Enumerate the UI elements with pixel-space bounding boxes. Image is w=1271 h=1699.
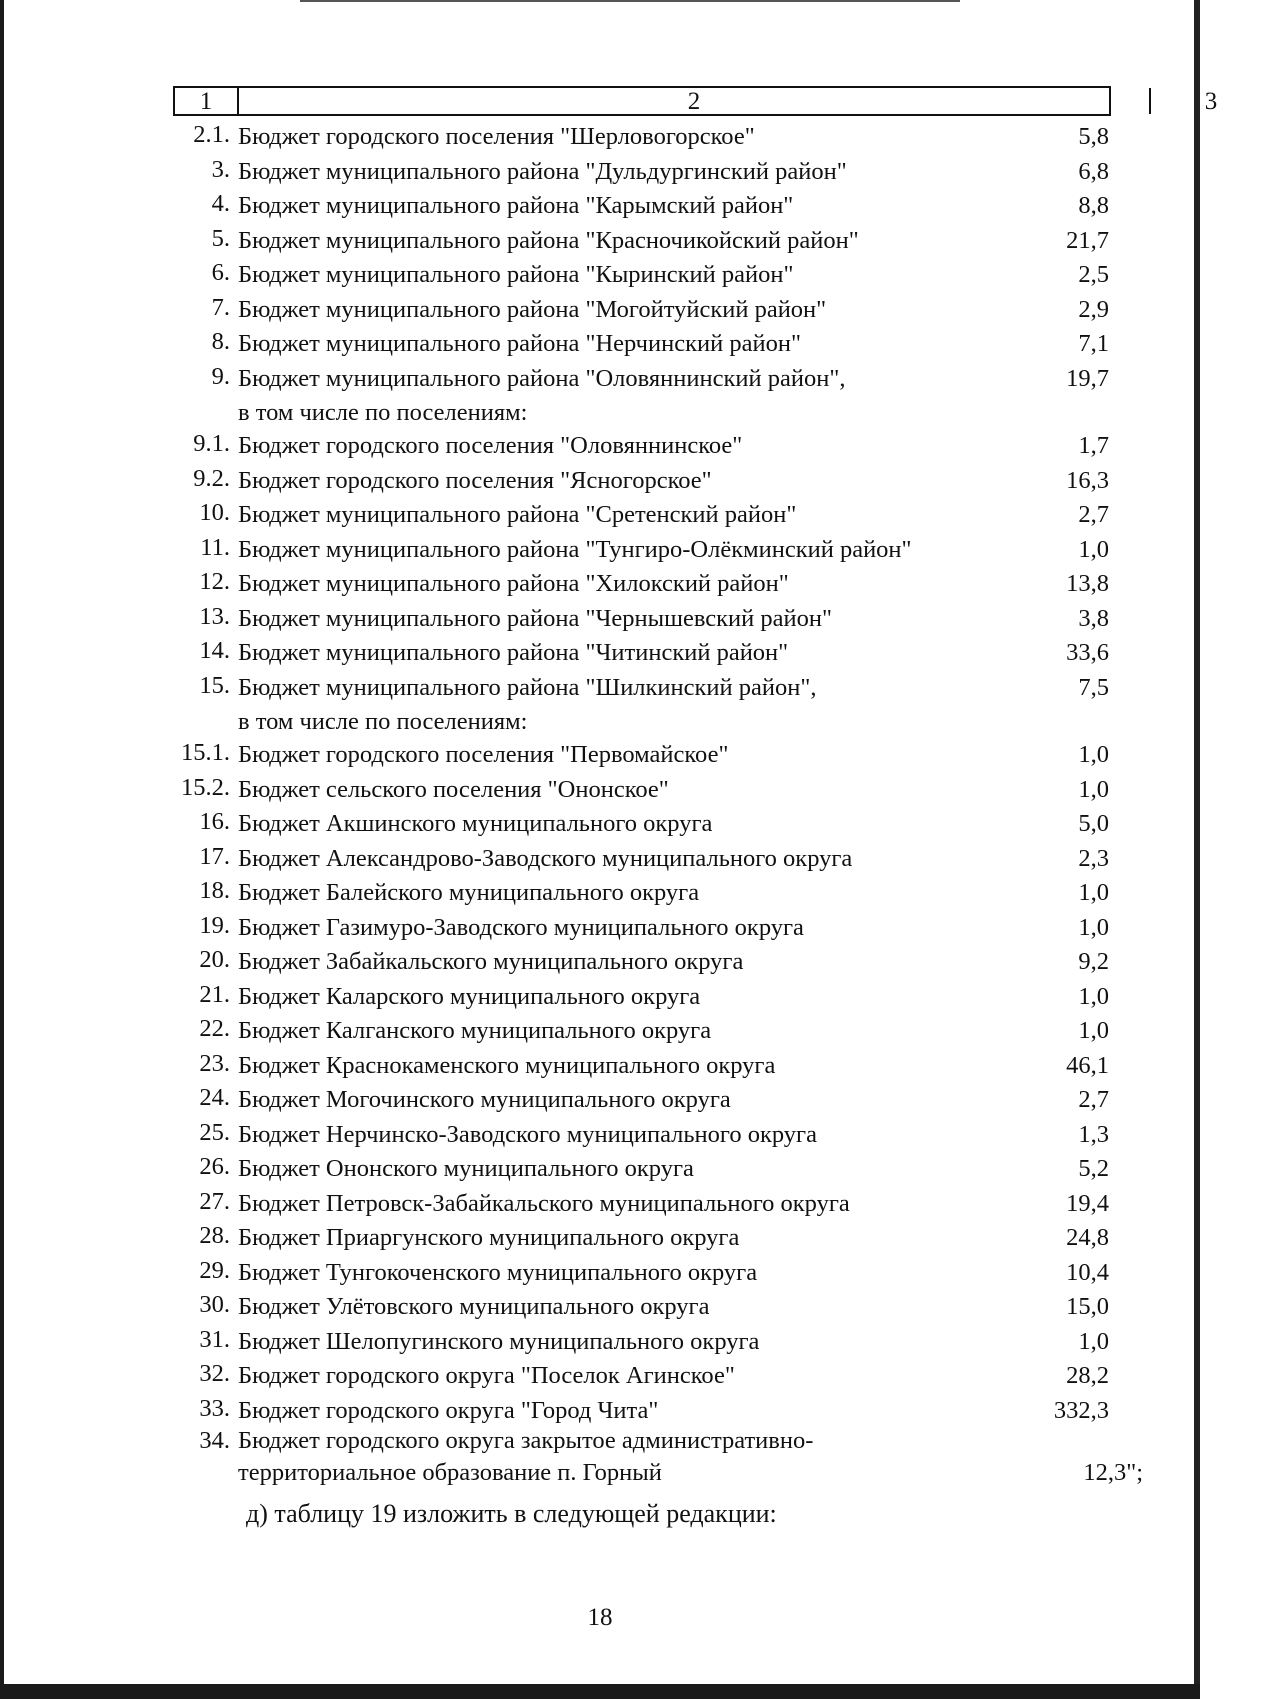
row-value: 6,8 [1078, 157, 1109, 185]
last-row-number: 34. [199, 1427, 230, 1454]
table-row [0, 945, 1200, 980]
table-row [0, 1187, 1200, 1222]
row-number: 15. [199, 671, 230, 699]
row-value: 46,1 [1066, 1051, 1109, 1079]
row-text: Бюджет Тунгокоченского муниципального округа [238, 1258, 758, 1286]
row-text: Бюджет Приаргунского муниципального округа [238, 1224, 740, 1251]
row-text: Бюджет городского округа "Город Чита" [238, 1396, 659, 1424]
page-number: 18 [587, 1604, 613, 1631]
row-value: 2,3 [1078, 844, 1109, 872]
table-row [0, 1152, 1200, 1187]
row-value: 10,4 [1066, 1258, 1109, 1286]
row-text: Бюджет сельского поселения "Ононское" [238, 775, 669, 803]
row-number: 15.2. [181, 773, 230, 801]
row-value: 19,4 [1066, 1189, 1109, 1217]
table-row [0, 362, 1200, 397]
row-value: 5,2 [1078, 1155, 1109, 1182]
row-text: в том числе по поселениям: [238, 399, 528, 426]
row-text: Бюджет муниципального района "Красночикойский район" [238, 226, 859, 254]
table-row [0, 671, 1200, 706]
row-text: Бюджет Ононского муниципального округа [238, 1155, 694, 1182]
row-text: Бюджет муниципального района "Оловяннинский район", [238, 364, 846, 392]
row-value: 2,5 [1078, 261, 1109, 288]
row-value: 21,7 [1066, 226, 1109, 254]
table-row [0, 189, 1200, 224]
table-row [0, 1049, 1200, 1084]
row-value: 33,6 [1066, 639, 1109, 666]
row-text: Бюджет муниципального района "Кыринский район" [238, 261, 794, 288]
row-text: Бюджет Улётовского муниципального округа [238, 1293, 710, 1320]
row-text: Бюджет муниципального района "Карымский район" [238, 192, 794, 219]
row-value: 19,7 [1066, 364, 1109, 392]
row-text: Бюджет Петровск-Забайкальского муниципального округа [238, 1189, 850, 1217]
table-row [0, 464, 1200, 499]
table-row [0, 842, 1200, 877]
row-number: 13. [199, 602, 230, 630]
last-row-text-line2: территориальное образование п. Горный [238, 1459, 662, 1486]
row-text: Бюджет Каларского муниципального округа [238, 982, 701, 1010]
row-text: Бюджет городского поселения "Ясногорское" [238, 466, 712, 494]
row-text: Бюджет муниципального района "Дульдургинский район" [238, 157, 847, 185]
row-value: 5,8 [1078, 123, 1109, 150]
row-text: Бюджет Могочинского муниципального округа [238, 1086, 731, 1113]
row-text: Бюджет Шелопугинского муниципального округа [238, 1327, 760, 1355]
row-number: 2.1. [193, 121, 230, 148]
table-row [0, 773, 1200, 808]
row-value: 5,0 [1078, 810, 1109, 837]
table-row [0, 120, 1200, 155]
row-number: 10. [199, 499, 230, 526]
row-text: Бюджет городского поселения "Первомайское" [238, 741, 729, 768]
row-value: 332,3 [1053, 1396, 1109, 1424]
row-value: 16,3 [1066, 466, 1109, 494]
table-row [0, 533, 1200, 568]
table-body [0, 120, 1200, 1428]
row-number: 30. [199, 1291, 230, 1318]
row-text: Бюджет муниципального района "Нерчинский район" [238, 330, 801, 357]
row-value: 1,0 [1078, 913, 1109, 941]
row-number: 8. [211, 328, 230, 355]
last-row-text-line1: Бюджет городского округа закрытое административно- [238, 1427, 814, 1454]
row-text: Бюджет городского поселения "Оловяннинское" [238, 432, 743, 459]
table-row [0, 602, 1200, 637]
table-row [0, 293, 1200, 328]
row-number: 25. [199, 1118, 230, 1146]
row-text: Бюджет городского поселения "Шерловогорское" [238, 123, 755, 150]
table-row [0, 1325, 1200, 1360]
row-value: 13,8 [1066, 570, 1109, 597]
row-value: 9,2 [1078, 948, 1109, 975]
amendment-note: д) таблицу 19 изложить в следующей редакции: [246, 1499, 777, 1528]
row-value: 1,0 [1078, 775, 1109, 803]
table-row [0, 911, 1200, 946]
table-row [0, 1256, 1200, 1291]
row-value: 1,0 [1078, 1327, 1109, 1355]
row-value: 1,0 [1078, 1017, 1109, 1044]
row-text: Бюджет Нерчинско-Заводского муниципального округа [238, 1120, 817, 1148]
row-number: 12. [199, 568, 230, 595]
row-number: 28. [199, 1222, 230, 1249]
row-value: 1,3 [1078, 1120, 1109, 1148]
row-number: 4. [211, 190, 230, 217]
table-row [0, 738, 1200, 773]
table-row [0, 876, 1200, 911]
row-number: 6. [211, 259, 230, 286]
row-text: Бюджет муниципального района "Сретенский район" [238, 501, 797, 528]
table-row [0, 1221, 1200, 1256]
row-text: Бюджет муниципального района "Читинский район" [238, 639, 789, 666]
row-text: Бюджет муниципального района "Хилокский район" [238, 570, 789, 597]
scan-border-bottom [0, 1684, 1200, 1699]
table-row [0, 705, 1200, 738]
table-row [0, 1290, 1200, 1325]
row-number: 26. [199, 1153, 230, 1180]
row-value: 1,0 [1078, 879, 1109, 906]
row-text: Бюджет муниципального района "Шилкинский район", [238, 673, 817, 701]
row-value: 1,0 [1078, 741, 1109, 768]
row-value: 2,7 [1078, 501, 1109, 528]
table-row [0, 258, 1200, 293]
row-text: Бюджет городского округа "Поселок Агинское" [238, 1362, 735, 1389]
row-number: 11. [200, 533, 230, 561]
row-number: 29. [199, 1256, 230, 1284]
table-row [0, 807, 1200, 842]
row-number: 9.2. [193, 464, 230, 492]
row-number: 18. [199, 877, 230, 904]
table-row [0, 1359, 1200, 1394]
table-row [0, 1014, 1200, 1049]
row-number: 31. [199, 1325, 230, 1353]
header-col-3: 3 [1149, 88, 1271, 114]
row-number: 19. [199, 911, 230, 939]
row-number: 22. [199, 1015, 230, 1042]
row-text: Бюджет муниципального района "Тунгиро-Олёкминский район" [238, 535, 912, 563]
row-text: Бюджет Балейского муниципального округа [238, 879, 700, 906]
row-number: 32. [199, 1360, 230, 1387]
row-value: 1,7 [1078, 432, 1109, 459]
header-col-1: 1 [175, 88, 239, 114]
row-number: 33. [199, 1394, 230, 1422]
row-text: Бюджет Газимуро-Заводского муниципального округа [238, 913, 804, 941]
row-value: 1,0 [1078, 535, 1109, 563]
row-value: 7,1 [1078, 330, 1109, 357]
row-text: Бюджет Краснокаменского муниципального округа [238, 1051, 776, 1079]
table-row [0, 396, 1200, 429]
table-row [0, 1118, 1200, 1153]
row-value: 2,7 [1078, 1086, 1109, 1113]
row-number: 5. [211, 224, 230, 252]
row-number: 9. [211, 362, 230, 390]
row-number: 16. [199, 808, 230, 835]
table-row [0, 980, 1200, 1015]
row-text: Бюджет Калганского муниципального округа [238, 1017, 712, 1044]
table-row [0, 636, 1200, 671]
row-number: 24. [199, 1084, 230, 1111]
row-number: 27. [199, 1187, 230, 1215]
row-text: Бюджет Александрово-Заводского муниципального округа [238, 844, 853, 872]
row-value: 7,5 [1078, 673, 1109, 701]
row-value: 2,9 [1078, 295, 1109, 323]
table-row [0, 1394, 1200, 1429]
table-row [0, 567, 1200, 602]
row-text: Бюджет муниципального района "Могойтуйский район" [238, 295, 827, 323]
row-number: 7. [211, 293, 230, 321]
row-text: Бюджет Забайкальского муниципального округа [238, 948, 744, 975]
row-number: 14. [199, 637, 230, 664]
header-col-2: 2 [687, 88, 701, 115]
row-value: 1,0 [1078, 982, 1109, 1010]
row-value: 24,8 [1066, 1224, 1109, 1251]
row-number: 9.1. [193, 430, 230, 457]
row-value: 15,0 [1066, 1293, 1109, 1320]
scan-border-top [300, 0, 960, 2]
table-row [0, 224, 1200, 259]
row-number: 21. [199, 980, 230, 1008]
last-row-value: 12,3"; [1083, 1459, 1143, 1486]
row-number: 3. [211, 155, 230, 183]
table-row [0, 498, 1200, 533]
row-number: 17. [199, 842, 230, 870]
table-header-row [173, 86, 1218, 116]
row-value: 8,8 [1078, 192, 1109, 219]
table-row [0, 429, 1200, 464]
row-text: в том числе по поселениям: [238, 708, 528, 735]
row-text: Бюджет муниципального района "Чернышевский район" [238, 604, 832, 632]
row-value: 28,2 [1066, 1362, 1109, 1389]
row-text: Бюджет Акшинского муниципального округа [238, 810, 713, 837]
row-number: 23. [199, 1049, 230, 1077]
table-row [0, 155, 1200, 190]
row-number: 15.1. [181, 739, 230, 766]
row-number: 20. [199, 946, 230, 973]
row-value: 3,8 [1078, 604, 1109, 632]
table-row [0, 327, 1200, 362]
table-row [0, 1083, 1200, 1118]
